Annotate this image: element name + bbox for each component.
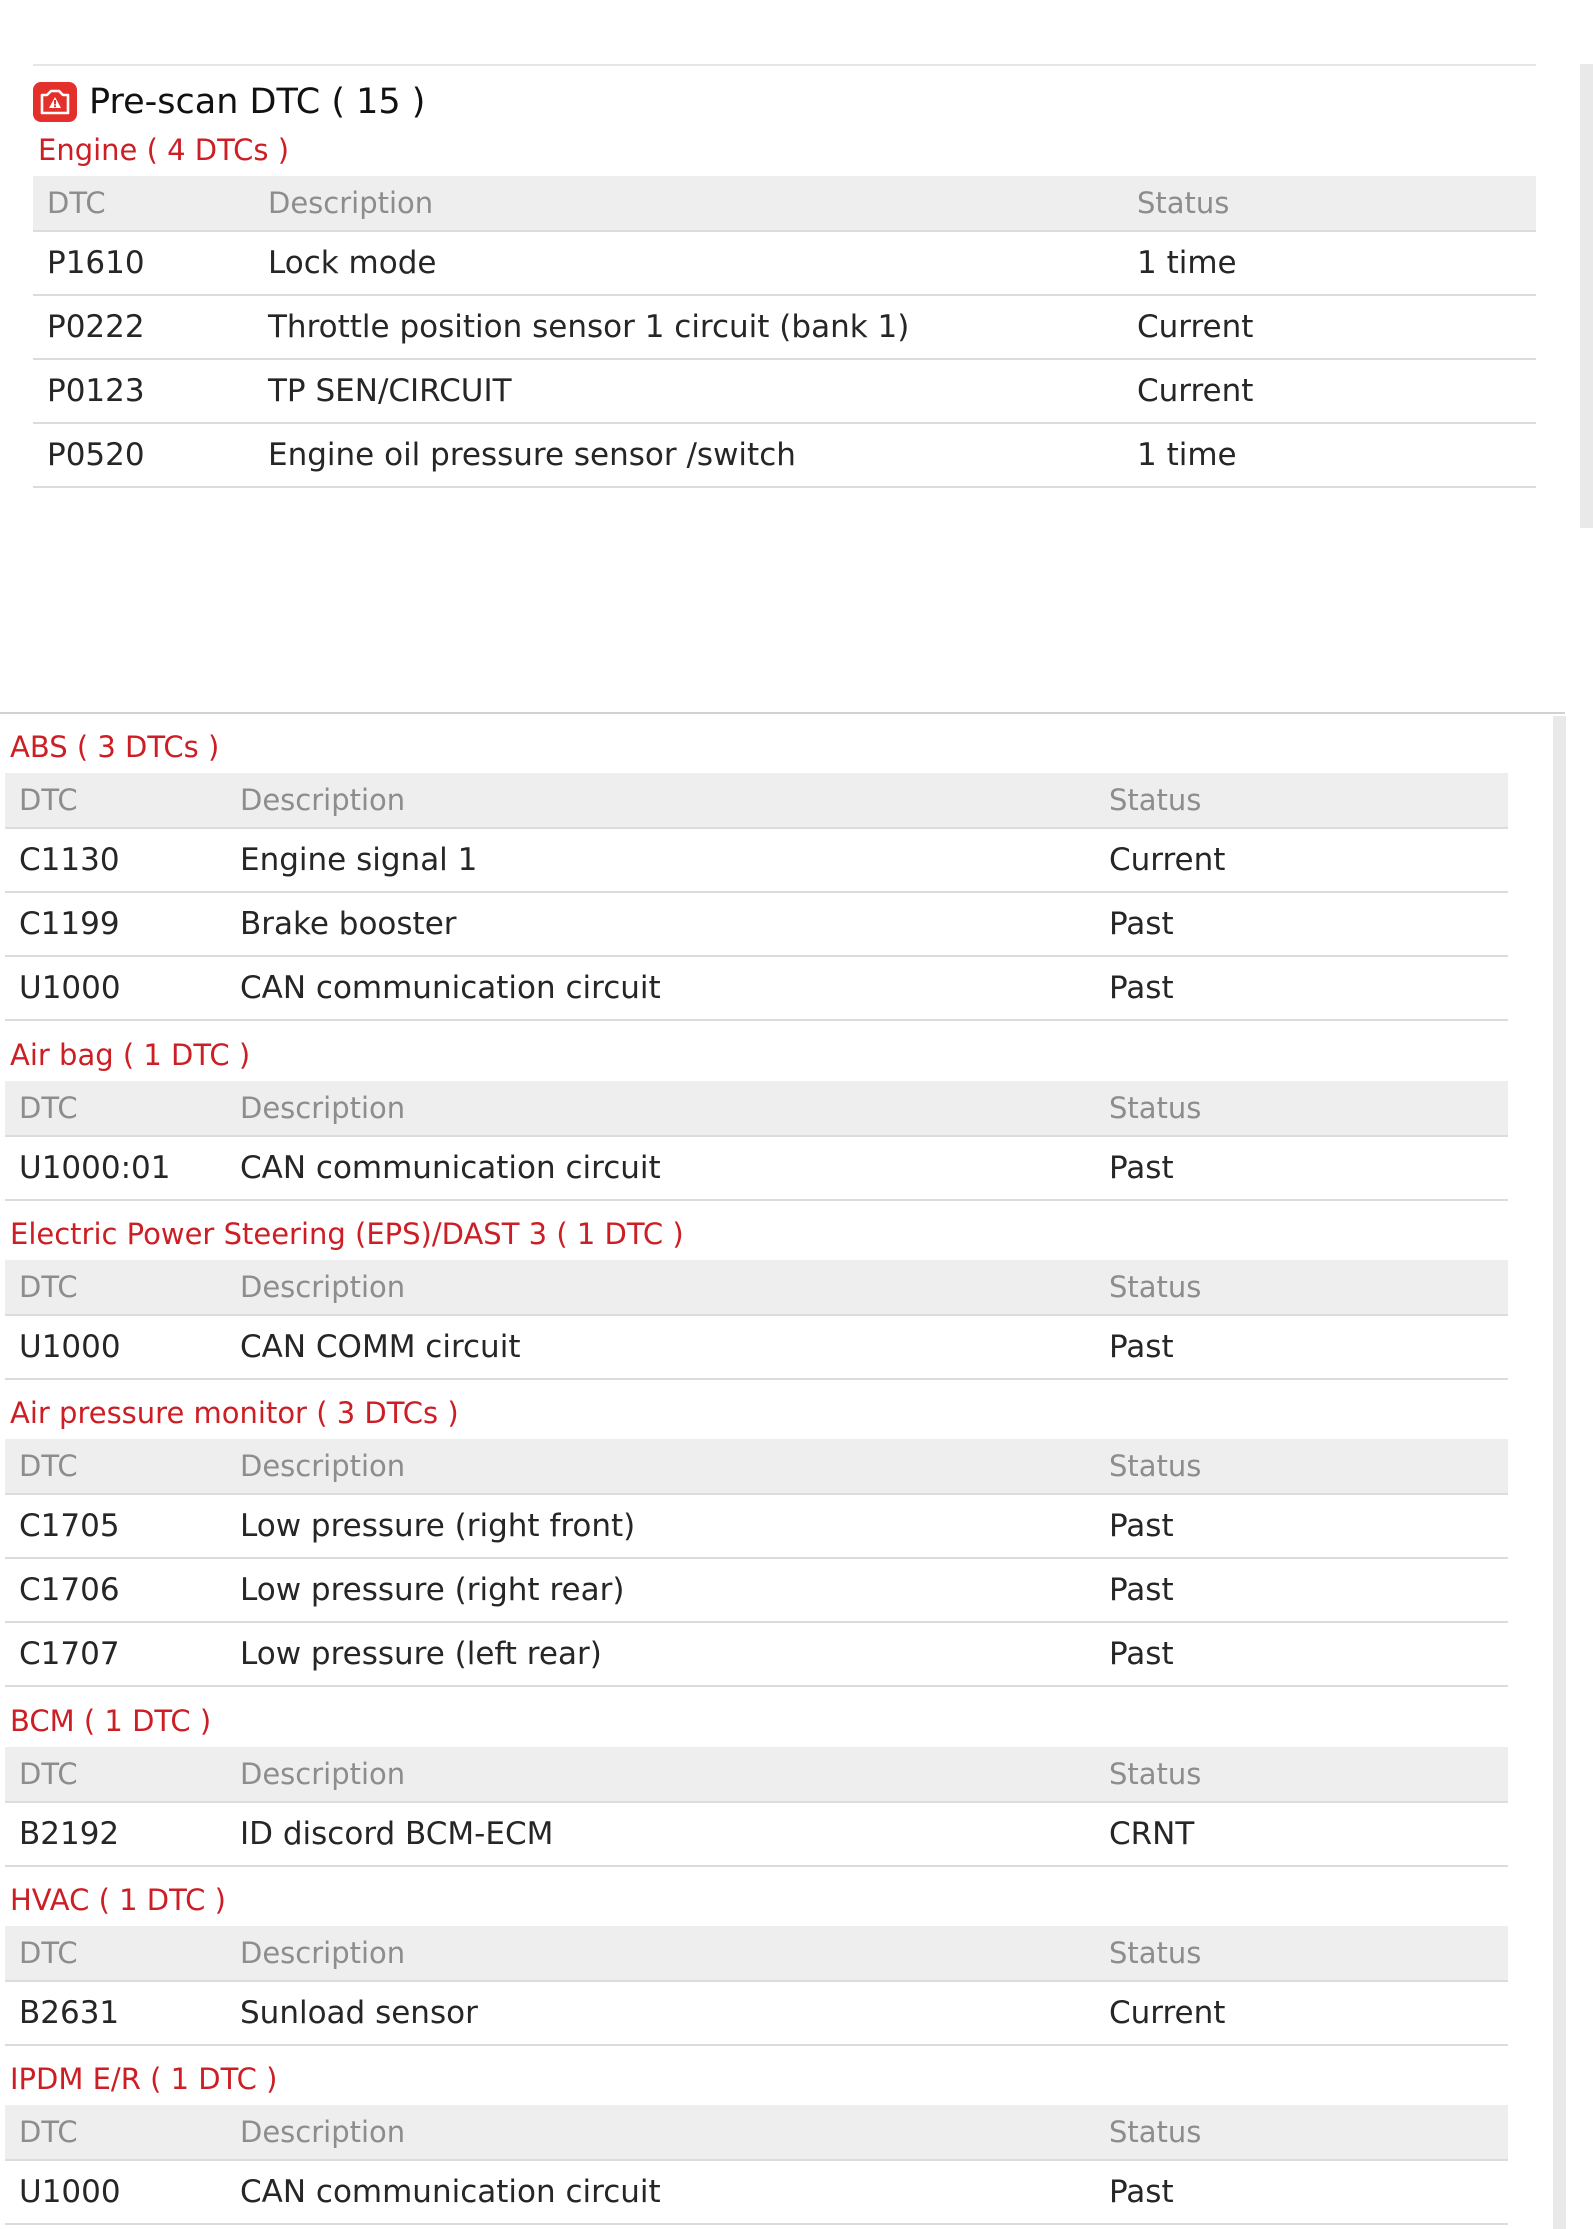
dtc-description: Lock mode <box>254 231 1123 295</box>
table-row <box>5 1622 1508 1686</box>
dtc-code: U1000 <box>5 956 226 1020</box>
dtc-code: P0123 <box>33 359 254 423</box>
column-header-dtc: DTC <box>5 2105 226 2160</box>
section-title-air-bag: Air bag ( 1 DTC ) <box>10 1038 251 1072</box>
dtc-table-air-bag <box>5 1081 1508 1201</box>
dtc-table-eps <box>5 1260 1508 1380</box>
table-header-row <box>5 1926 1508 1981</box>
dtc-status: Current <box>1123 359 1536 423</box>
dtc-status: Past <box>1095 1136 1508 1200</box>
dtc-description: Low pressure (right front) <box>226 1494 1095 1558</box>
table-header-row <box>5 773 1508 828</box>
section-title-bcm: BCM ( 1 DTC ) <box>10 1704 212 1738</box>
dtc-status: Past <box>1095 2160 1508 2224</box>
section-title-abs: ABS ( 3 DTCs ) <box>10 730 220 764</box>
table-row <box>5 1558 1508 1622</box>
dtc-code: B2631 <box>5 1981 226 2045</box>
dtc-status: Current <box>1123 295 1536 359</box>
column-header-status: Status <box>1095 1260 1508 1315</box>
dtc-code: C1130 <box>5 828 226 892</box>
column-header-dtc: DTC <box>5 1439 226 1494</box>
dtc-code: B2192 <box>5 1802 226 1866</box>
report-panel-bottom <box>0 712 1593 2229</box>
section-title-eps: Electric Power Steering (EPS)/DAST 3 ( 1 DTC ) <box>10 1217 684 1251</box>
dtc-status: CRNT <box>1095 1802 1508 1866</box>
column-header-status: Status <box>1095 773 1508 828</box>
section-title-ipdm-er: IPDM E/R ( 1 DTC ) <box>10 2062 278 2096</box>
table-row <box>5 892 1508 956</box>
dtc-code: P1610 <box>33 231 254 295</box>
dtc-status: Current <box>1095 828 1508 892</box>
scrollbar-bottom[interactable] <box>1553 716 1566 2229</box>
column-header-status: Status <box>1095 1747 1508 1802</box>
report-header <box>33 80 425 124</box>
dtc-description: Sunload sensor <box>226 1981 1095 2045</box>
table-row <box>33 231 1536 295</box>
column-header-status: Status <box>1095 1439 1508 1494</box>
dtc-code: U1000:01 <box>5 1136 226 1200</box>
dtc-status: 1 time <box>1123 231 1536 295</box>
column-header-dtc: DTC <box>5 1747 226 1802</box>
dtc-description: ID discord BCM-ECM <box>226 1802 1095 1866</box>
dtc-code: C1707 <box>5 1622 226 1686</box>
table-row <box>33 359 1536 423</box>
dtc-status: Past <box>1095 1494 1508 1558</box>
dtc-code: C1199 <box>5 892 226 956</box>
dtc-status: Past <box>1095 1622 1508 1686</box>
column-header-status: Status <box>1095 2105 1508 2160</box>
dtc-table-abs <box>5 773 1508 1021</box>
dtc-code: U1000 <box>5 1315 226 1379</box>
dtc-code: P0222 <box>33 295 254 359</box>
dtc-description: Low pressure (left rear) <box>226 1622 1095 1686</box>
table-row <box>5 1981 1508 2045</box>
dtc-status: Past <box>1095 956 1508 1020</box>
column-header-description: Description <box>254 176 1123 231</box>
table-header-row <box>5 2105 1508 2160</box>
dtc-description: TP SEN/CIRCUIT <box>254 359 1123 423</box>
column-header-description: Description <box>226 1081 1095 1136</box>
report-panel-top <box>0 0 1593 600</box>
dtc-code: C1706 <box>5 1558 226 1622</box>
table-header-row <box>5 1260 1508 1315</box>
dtc-code: C1705 <box>5 1494 226 1558</box>
dtc-table-bcm <box>5 1747 1508 1867</box>
section-title-hvac: HVAC ( 1 DTC ) <box>10 1883 226 1917</box>
column-header-description: Description <box>226 2105 1095 2160</box>
column-header-dtc: DTC <box>5 1926 226 1981</box>
diagnostic-scanner-icon <box>33 82 77 122</box>
column-header-status: Status <box>1095 1926 1508 1981</box>
top-divider <box>33 64 1536 66</box>
column-header-description: Description <box>226 1439 1095 1494</box>
column-header-description: Description <box>226 1747 1095 1802</box>
table-row <box>5 828 1508 892</box>
dtc-status: Past <box>1095 892 1508 956</box>
dtc-description: Engine oil pressure sensor /switch <box>254 423 1123 487</box>
table-row <box>5 1494 1508 1558</box>
table-header-row <box>5 1081 1508 1136</box>
dtc-description: CAN communication circuit <box>226 956 1095 1020</box>
table-row <box>5 1802 1508 1866</box>
column-header-description: Description <box>226 1926 1095 1981</box>
table-row <box>33 423 1536 487</box>
dtc-description: CAN communication circuit <box>226 1136 1095 1200</box>
dtc-table-air-pressure-monitor <box>5 1439 1508 1687</box>
dtc-status: Past <box>1095 1558 1508 1622</box>
dtc-table-engine <box>33 176 1536 488</box>
table-row <box>5 1136 1508 1200</box>
table-row <box>5 956 1508 1020</box>
column-header-description: Description <box>226 1260 1095 1315</box>
dtc-description: Engine signal 1 <box>226 828 1095 892</box>
column-header-status: Status <box>1123 176 1536 231</box>
dtc-status: Current <box>1095 1981 1508 2045</box>
dtc-description: Low pressure (right rear) <box>226 1558 1095 1622</box>
dtc-table-hvac <box>5 1926 1508 2046</box>
dtc-description: CAN COMM circuit <box>226 1315 1095 1379</box>
panel-divider <box>0 712 1565 714</box>
section-title-air-pressure-monitor: Air pressure monitor ( 3 DTCs ) <box>10 1396 459 1430</box>
table-row <box>5 1315 1508 1379</box>
column-header-description: Description <box>226 773 1095 828</box>
table-header-row <box>33 176 1536 231</box>
column-header-dtc: DTC <box>5 773 226 828</box>
dtc-code: U1000 <box>5 2160 226 2224</box>
table-header-row <box>5 1747 1508 1802</box>
scrollbar-top[interactable] <box>1580 64 1593 528</box>
report-title: Pre-scan DTC ( 15 ) <box>89 82 426 122</box>
dtc-description: CAN communication circuit <box>226 2160 1095 2224</box>
dtc-code: P0520 <box>33 423 254 487</box>
table-row <box>33 295 1536 359</box>
dtc-status: Past <box>1095 1315 1508 1379</box>
table-row <box>5 2160 1508 2224</box>
column-header-dtc: DTC <box>5 1081 226 1136</box>
column-header-dtc: DTC <box>33 176 254 231</box>
table-header-row <box>5 1439 1508 1494</box>
dtc-table-ipdm-er <box>5 2105 1508 2225</box>
column-header-status: Status <box>1095 1081 1508 1136</box>
dtc-description: Throttle position sensor 1 circuit (bank 1) <box>254 295 1123 359</box>
column-header-dtc: DTC <box>5 1260 226 1315</box>
section-title-engine: Engine ( 4 DTCs ) <box>38 133 290 167</box>
dtc-description: Brake booster <box>226 892 1095 956</box>
dtc-status: 1 time <box>1123 423 1536 487</box>
